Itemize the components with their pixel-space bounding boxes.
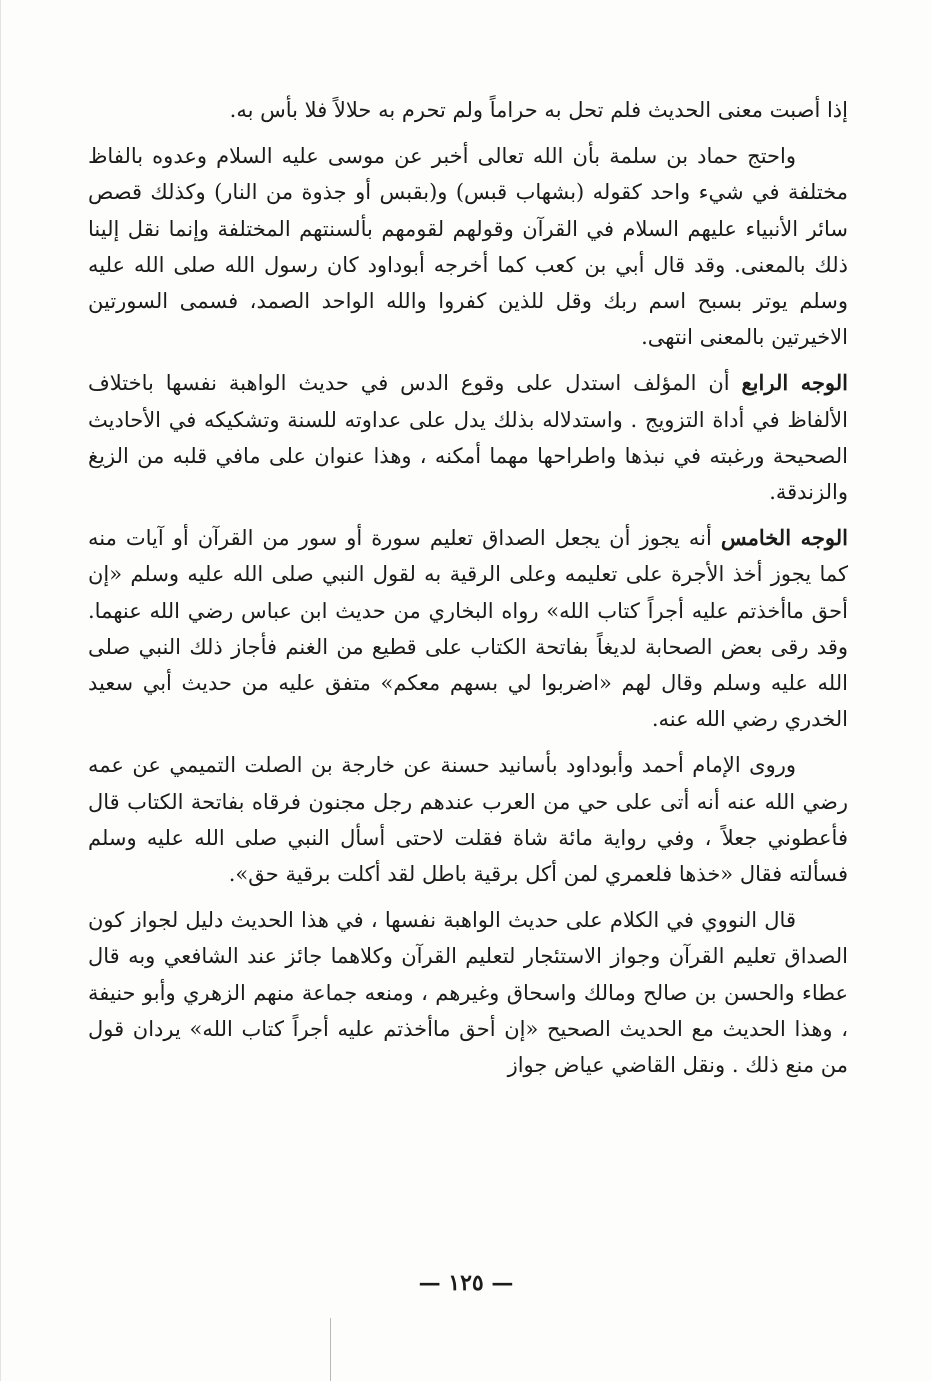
paragraph-6: [88, 902, 848, 1083]
section-heading-fifth-aspect: الوجه الخامس: [720, 525, 849, 551]
section-heading-fourth-aspect: الوجه الرابع: [741, 370, 849, 396]
paragraph-5: [88, 747, 848, 892]
paragraph-2-text: واحتج حماد بن سلمة بأن الله تعالى أخبر عن موسى عليه السلام وعدوه بالفاظ مختلفة في شيء واحد كقوله (بشهاب قبس) و(بقبس أو جذوة من النار) وكذلك قصص سائر الأنبياء عليهم السلام في القرآن وقولهم لقومهم بألسنتهم المختلفة وإنما نقل إلينا ذلك بالمعنى. وقد قال أبي بن كعب كما أخرجه أبوداود كان رسول الله صلى الله عليه وسلم يوتر بسبح اسم ربك وقل للذين كفروا والله الواحد الصمد، فسمى السورتين الاخيرتين بالمعنى انتهى.: [88, 144, 848, 350]
paragraph-4-text: أنه يجوز أن يجعل الصداق تعليم سورة أو سور من القرآن أو آيات منه كما يجوز أخذ الأجرة على تعليمه وعلى الرقية به لقول النبي صلى الله عليه وسلم «إن أحق ماأخذتم عليه أجراً كتاب الله» رواه البخاري من حديث ابن عباس رضي الله عنهما. وقد رقى بعض الصحابة لديغاً بفاتحة الكتاب على قطيع من الغنم فأجاز ذلك النبي صلى الله عليه وسلم وقال لهم «اضربوا لي بسهم معكم» متفق عليه من حديث أبي سعيد الخدري رضي الله عنه.: [88, 526, 848, 732]
paragraph-4: [88, 520, 848, 737]
paragraph-1-text: إذا أصبت معنى الحديث فلم تحل به حراماً ولم تحرم به حلالاً فلا بأس به.: [229, 98, 848, 122]
paragraph-1: [88, 92, 848, 128]
paragraph-3-text: أن المؤلف استدل على وقوع الدس في حديث الواهبة نفسها باختلاف الألفاظ في أداة التزويج . واستدلاله بذلك يدل على عداوته للسنة وتشكيكه في الأحاديث الصحيحة ورغبته في نبذها واطراحها مهما أمكنه ، وهذا عنوان على مافي قلبه من الزيغ والزندقة.: [88, 371, 848, 505]
paragraph-3: [88, 365, 848, 510]
paragraph-6-text: قال النووي في الكلام على حديث الواهبة نفسها ، في هذا الحديث دليل لجواز كون الصداق تعليم القرآن وجواز الاستئجار لتعليم القرآن وكلاهما جائز عند الشافعي وبه قال عطاء والحسن بن صالح ومالك واسحاق وغيرهم ، ومنعه جماعة منهم الزهري وأبو حنيفة ، وهذا الحديث مع الحديث الصحيح «إن أحق ماأخذتم عليه أجراً كتاب الله» يردان قول من منع ذلك . ونقل القاضي عياض جواز: [88, 908, 848, 1078]
page-number: — ١٢٥ —: [418, 1270, 514, 1296]
scan-artifact-line: [330, 1318, 331, 1381]
body-text: [88, 92, 848, 1093]
paragraph-2: [88, 138, 848, 355]
paragraph-5-text: وروى الإمام أحمد وأبوداود بأسانيد حسنة عن خارجة بن الصلت التميمي عن عمه رضي الله عنه أنه أتى على حي من العرب عندهم رجل مجنون فرقاه بفاتحة الكتاب قال فأعطوني جعلاً ، وفي رواية مائة شاة فقلت لاحتى أسأل النبي صلى الله عليه وسلم فسألته فقال «خذها فلعمري لمن أكل برقية باطل لقد أكلت برقية حق».: [88, 753, 848, 887]
page-edge-shadow: [0, 0, 1, 1381]
